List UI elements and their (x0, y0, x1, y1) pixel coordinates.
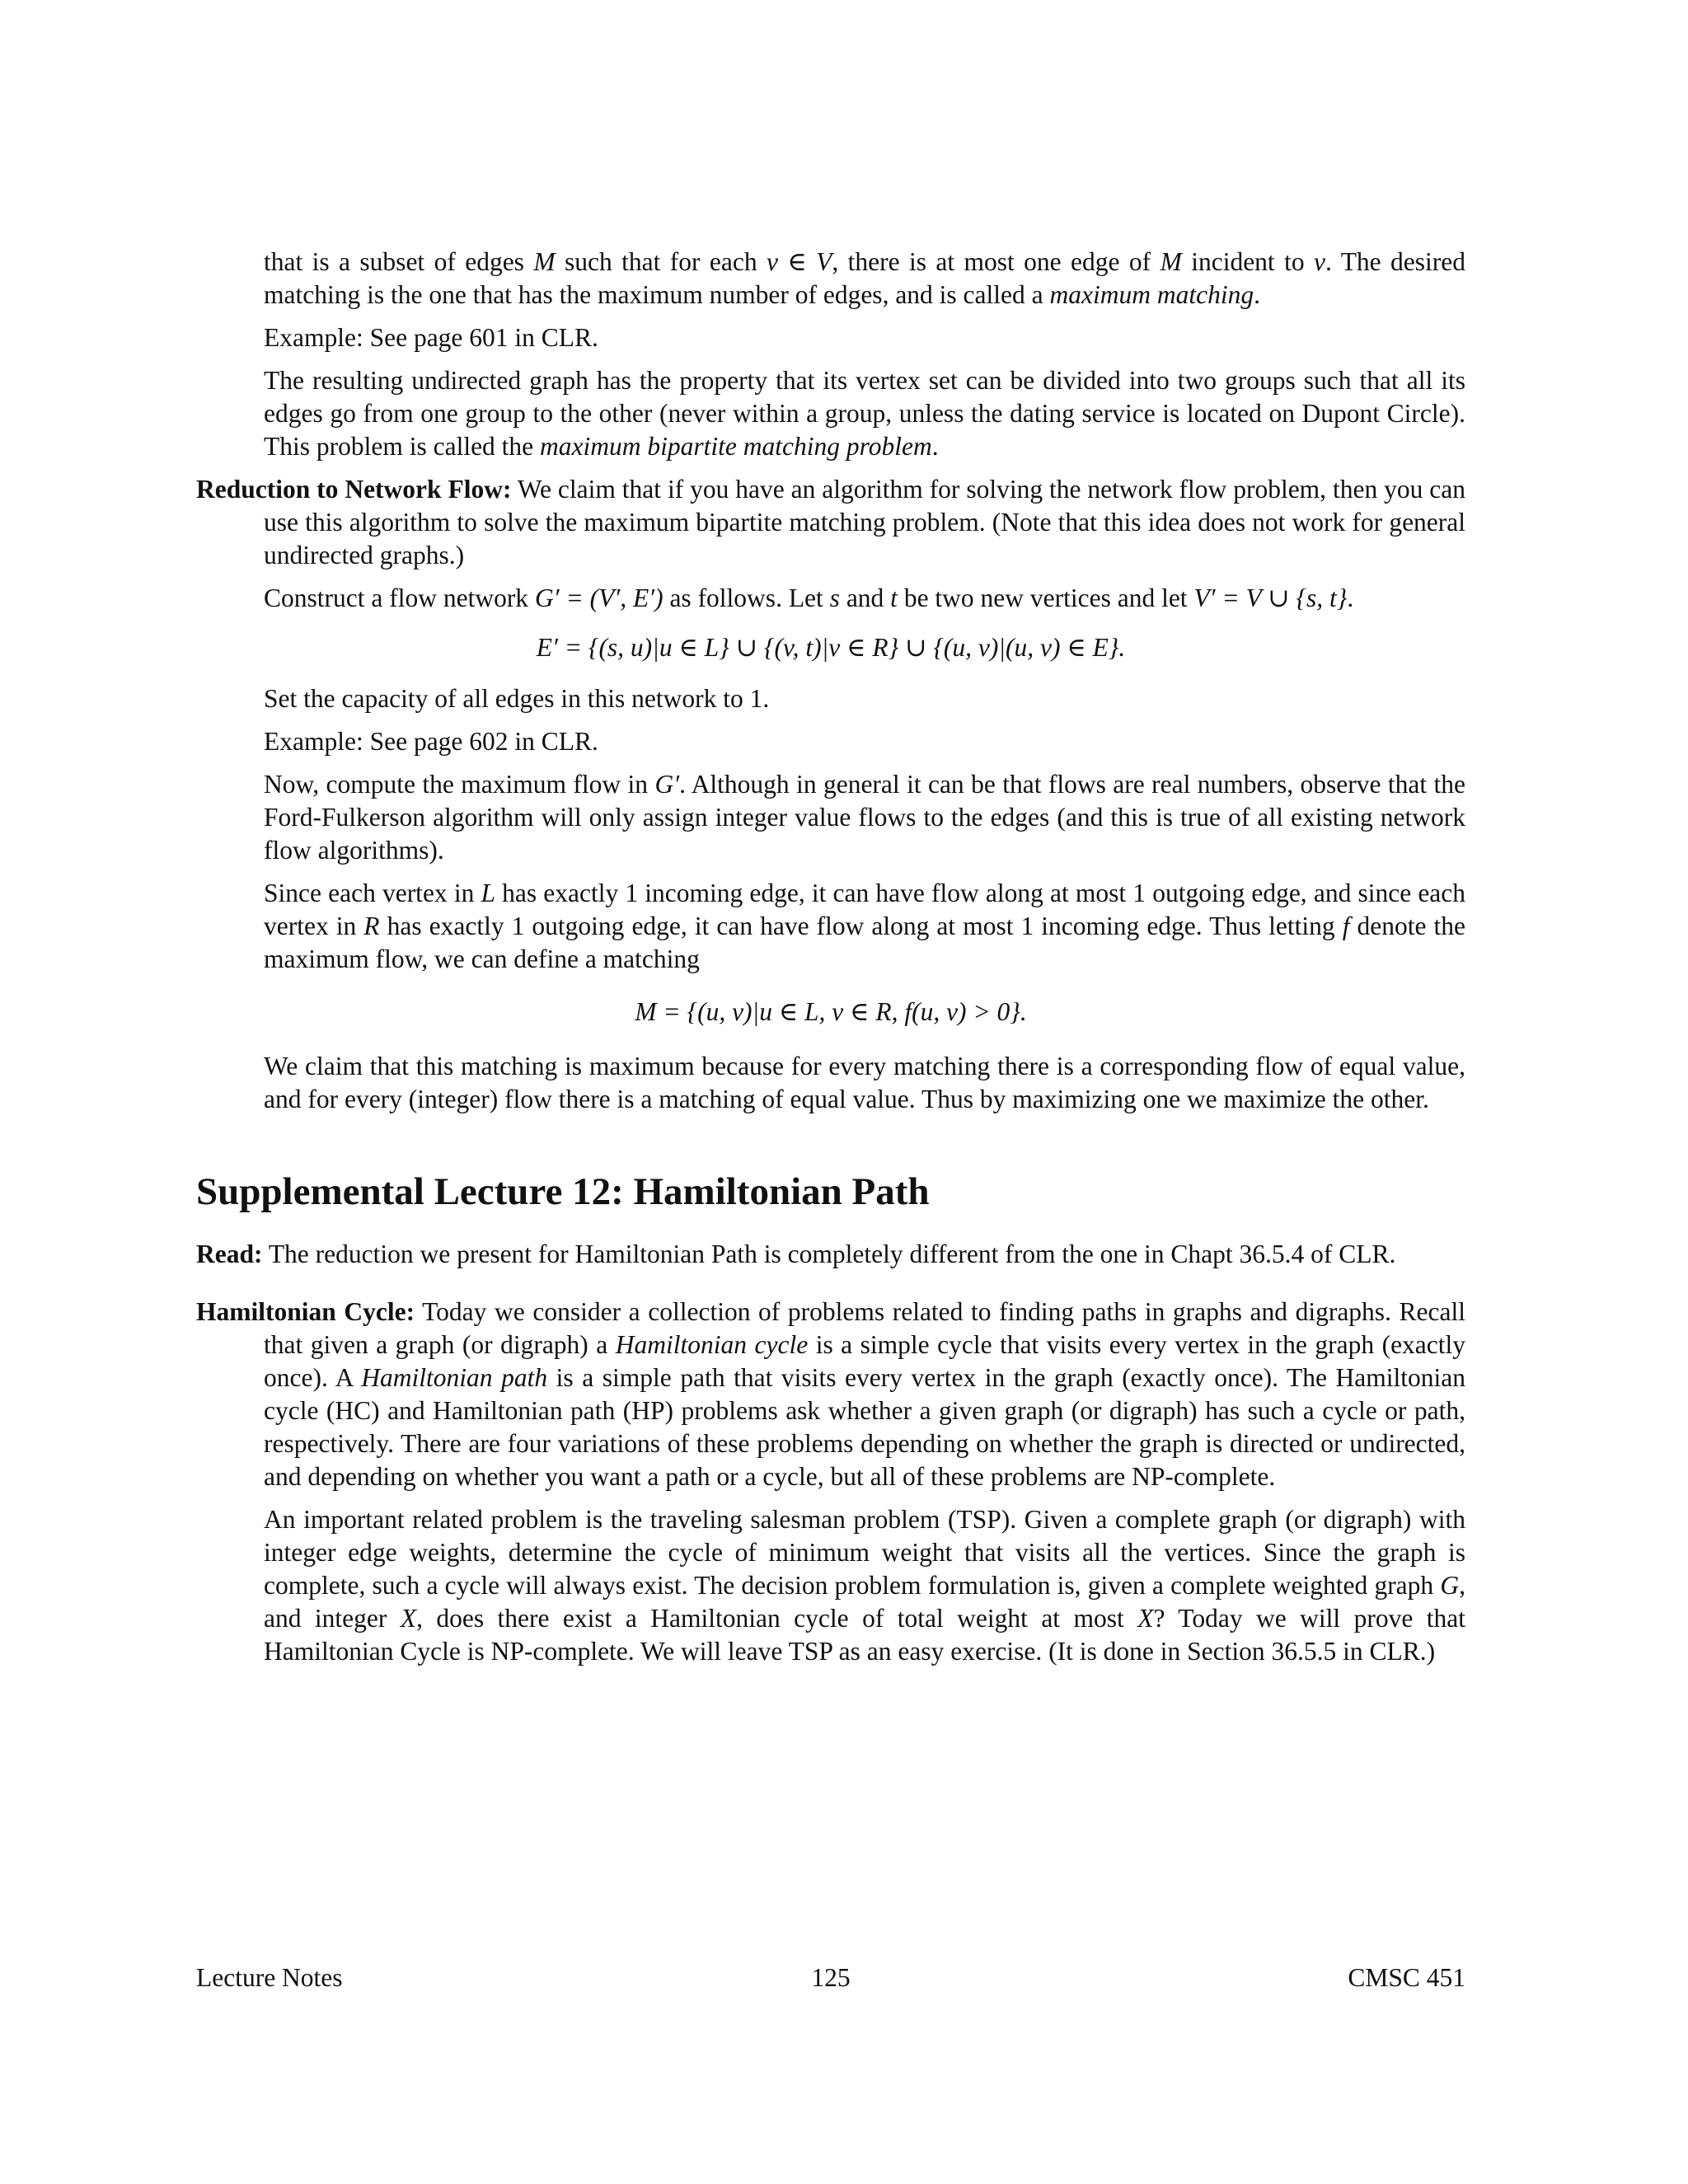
read-paragraph (196, 1238, 1465, 1271)
text: is a simple cycle that visits every vertex in the graph (exactly once). A (264, 1330, 1466, 1392)
text: Today we consider a collection of problems related to finding paths in graphs and digraphs. Recall that given a graph (or digraph) a (264, 1297, 1466, 1359)
example-601: Example: See page 601 in CLR. (264, 323, 598, 352)
text: ? Today we will prove that Hamiltonian Cycle is NP-complete. We will leave TSP as an easy exercise. (It is done in Section 36.5.5 in CLR.) (264, 1604, 1466, 1666)
math-M: M (533, 247, 556, 276)
tsp-paragraph (264, 1503, 1465, 1668)
text: . The desired matching is the one that has the maximum number of edges, and is called a (264, 247, 1466, 309)
math-G-prime: G′ (654, 770, 680, 799)
text: Construct a flow network (264, 583, 529, 612)
text: such that for each (565, 247, 757, 276)
text: We claim that if you have an algorithm for solving the network flow problem, then you can use this algorithm to solve the maximum bipartite matching problem. (Note that this idea does not work for general undirected graphs.) (264, 475, 1465, 569)
example-602: Example: See page 602 in CLR. (264, 727, 598, 756)
math-L: L (481, 879, 496, 907)
text: An important related problem is the traveling salesman problem (TSP). Given a complete graph (or digraph) with integer edge weights, determine the cycle of minimum weight that visits all the vertices. Since the graph is complete, such a cycle will always exist. The decision problem formulation is, given a complete weighted graph (264, 1505, 1465, 1600)
text: . (931, 432, 939, 461)
math-V-prime: V′ = V ∪ {s, t} (1193, 583, 1348, 612)
term-hamiltonian-cycle: Hamiltonian cycle (615, 1330, 809, 1359)
page-number: 125 (811, 1963, 851, 1992)
text: has exactly 1 outgoing edge, it can have flow along at most 1 incoming edge. Thus letting (387, 912, 1335, 940)
text: is a simple path that visits every vertex in the graph (exactly once). The Hamiltonian cycle (HC) and Hamiltonian path (HP) problems ask whether a given graph (or digraph) has such a cycle or path, respectively. There are four variations of these problems depending on whether the graph is directed or undirected, and depending on whether you want a path or a cycle, but all of these problems are NP-complete. (264, 1363, 1466, 1491)
equation-E-prime: E′ = {(s, u)|u ∈ L} ∪ {(v, t)|v ∈ R} ∪ {(u, v)|(u, v) ∈ E}. (536, 633, 1126, 662)
capacity-paragraph: Set the capacity of all edges in this network to 1. (264, 684, 770, 713)
text: Since each vertex in (264, 879, 475, 907)
page-body (196, 246, 1465, 1678)
hamiltonian-cycle-paragraph (196, 1296, 1465, 1493)
text: . (1347, 583, 1354, 612)
term-bipartite-matching: maximum bipartite matching problem (540, 432, 932, 461)
reduction-heading: Reduction to Network Flow: (196, 475, 512, 504)
construct-paragraph (264, 582, 1465, 615)
text: , there is at most one edge of (832, 247, 1151, 276)
section-title: Supplemental Lecture 12: Hamiltonian Path (196, 1170, 930, 1213)
claim-paragraph: We claim that this matching is maximum because for every matching there is a corresponding flow of equal value, and for every (integer) flow there is a matching of equal value. Thus by maximizing one we maximize the other. (264, 1052, 1465, 1113)
text: . (1254, 280, 1260, 309)
bipartite-paragraph (264, 364, 1465, 463)
math-X: X (400, 1604, 417, 1633)
math-f: f (1342, 912, 1350, 940)
matching-paragraph (264, 246, 1465, 312)
math-v-in-V: v ∈ V (767, 247, 832, 276)
text: Now, compute the maximum flow in (264, 770, 649, 799)
text: . Although in general it can be that flows are real numbers, observe that the Ford-Fulkerson algorithm will only assign integer value flows to the edges (and this is true of all existing network flow algorithms). (264, 770, 1466, 865)
text: as follows. Let (669, 583, 823, 612)
math-G: G (1440, 1571, 1460, 1600)
math-s: s (829, 583, 840, 612)
text: has exactly 1 incoming edge, it can have flow along at most 1 outgoing edge, and since each vertex in (264, 879, 1466, 940)
footer-left: Lecture Notes (196, 1963, 343, 1992)
math-G-prime: G′ = (V′, E′) (534, 583, 663, 612)
text: The resulting undirected graph has the property that its vertex set can be divided into two groups such that all its edges go from one group to the other (never within a group, unless the dating service is located on Dupont Circle). This problem is called the (264, 366, 1465, 461)
math-M: M (1160, 247, 1182, 276)
term-hamiltonian-path: Hamiltonian path (361, 1363, 548, 1392)
math-X: X (1137, 1604, 1154, 1633)
text: that is a subset of edges (264, 247, 524, 276)
read-heading: Read: (196, 1240, 263, 1268)
math-R: R (363, 912, 380, 940)
hamiltonian-cycle-heading: Hamiltonian Cycle: (196, 1297, 415, 1326)
reduction-paragraph (196, 473, 1465, 572)
equation-M: M = {(u, v)|u ∈ L, v ∈ R, f(u, v) > 0}. (635, 997, 1027, 1026)
math-t: t (890, 583, 898, 612)
text: incident to (1191, 247, 1305, 276)
compute-paragraph (264, 768, 1465, 867)
text: and (846, 583, 884, 612)
text: , and integer (264, 1571, 1466, 1633)
text: , does there exist a Hamiltonian cycle of total weight at most (416, 1604, 1124, 1633)
since-paragraph (264, 877, 1465, 976)
term-maximum-matching: maximum matching (1049, 280, 1254, 309)
math-v: v (1314, 247, 1325, 276)
footer-right: CMSC 451 (1348, 1963, 1465, 1992)
text: be two new vertices and let (903, 583, 1188, 612)
text: The reduction we present for Hamiltonian Path is completely different from the one in Chapt 36.5.4 of CLR. (268, 1240, 1396, 1268)
text: denote the maximum flow, we can define a matching (264, 912, 1466, 973)
